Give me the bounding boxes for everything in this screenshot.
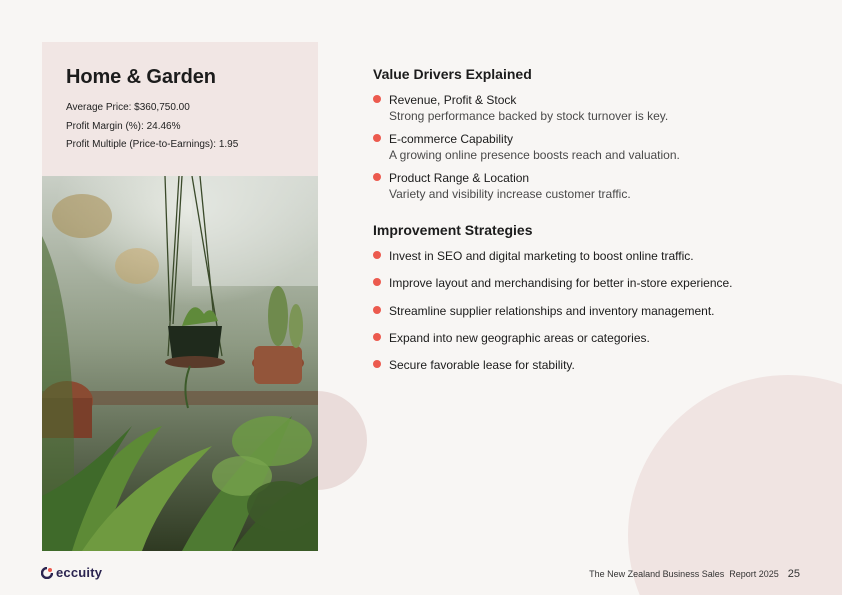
driver-description: A growing online presence boosts reach and valuation. (389, 148, 680, 162)
list-item (373, 92, 803, 125)
industry-summary-card (42, 42, 318, 176)
industry-title: Home & Garden (66, 66, 216, 88)
report-title: The New Zealand Business Sales Report 2025 (589, 569, 779, 579)
driver-description: Variety and visibility increase customer traffic. (389, 187, 631, 201)
bullet-icon (373, 173, 381, 181)
improvement-strategies-heading: Improvement Strategies (373, 222, 533, 238)
main-content (373, 66, 803, 384)
strategy-text: Streamline supplier relationships and inventory management. (389, 303, 715, 318)
driver-description: Strong performance backed by stock turnover is key. (389, 109, 669, 123)
bullet-icon (373, 278, 381, 286)
driver-title: E-commerce Capability (389, 132, 514, 146)
page-footer (589, 568, 800, 580)
strategy-text: Secure favorable lease for stability. (389, 358, 575, 373)
bullet-icon (373, 306, 381, 314)
strategy-text: Improve layout and merchandising for better in-store experience. (389, 276, 733, 291)
logo-mark-icon (41, 567, 53, 579)
list-item (373, 131, 803, 164)
list-item (373, 357, 803, 384)
bullet-icon (373, 134, 381, 142)
hanging-plant-photo (42, 176, 318, 551)
bullet-icon (373, 360, 381, 368)
list-item (373, 275, 803, 302)
value-drivers-heading: Value Drivers Explained (373, 66, 532, 82)
eccuity-logo (41, 565, 102, 580)
driver-title: Product Range & Location (389, 171, 530, 185)
bullet-icon (373, 251, 381, 259)
value-drivers-list (373, 92, 803, 203)
page-number: 25 (787, 568, 800, 580)
strategy-text: Expand into new geographic areas or categories. (389, 330, 650, 345)
decorative-circle-large (628, 375, 842, 595)
driver-title: Revenue, Profit & Stock (389, 93, 517, 107)
improvement-strategies-list (373, 248, 803, 384)
bullet-icon (373, 333, 381, 341)
strategy-text: Invest in SEO and digital marketing to boost online traffic. (389, 249, 694, 263)
bullet-icon (373, 95, 381, 103)
logo-text: eccuity (56, 565, 103, 580)
average-price: Average Price: $360,750.00 (66, 102, 190, 113)
list-item (373, 248, 803, 275)
list-item (373, 303, 803, 330)
profit-multiple: Profit Multiple (Price-to-Earnings): 1.95 (66, 139, 239, 150)
list-item (373, 170, 803, 203)
list-item (373, 330, 803, 357)
profit-margin: Profit Margin (%): 24.46% (66, 120, 181, 132)
